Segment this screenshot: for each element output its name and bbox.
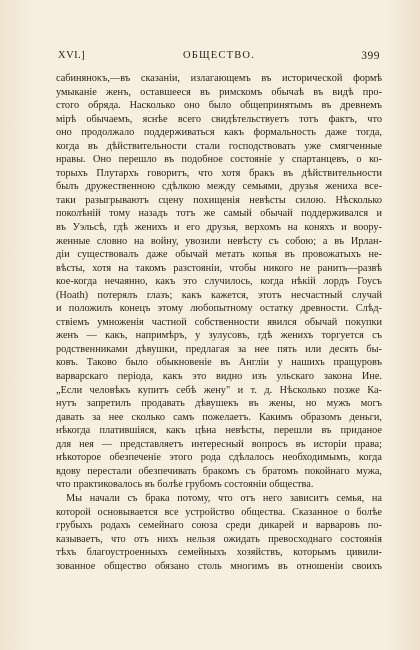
text-line: женъ — какъ, напримѣръ, у зулусовъ, гдѣ женихъ торгуется съ [56,330,382,342]
text-line: казываетъ, что отъ нихъ нельзя ожидать превосходнаго состоянія [56,533,382,545]
text-line: торыхъ Плутархъ говоритъ, что хотя бракъ въ дѣйствительности [56,167,382,179]
text-line: родственниками дѣвушки, предлагая за нее пять или десять бы- [56,343,382,355]
text-line: которой основывается все устройство общества. Сказанное о болѣе [56,506,382,518]
text-line: оно продолжало поддерживаться какъ формальность даже тогда, [56,127,382,139]
text-line: варварскаго періода, какъ это видно изъ ульскаго закона Ине. [56,371,382,383]
text-line: грубыхъ родахъ семейнаго союза среди дикарей и варваровъ по- [56,520,382,532]
text-line: (Hoath) потерялъ глазъ; какъ кажется, этотъ несчастный случай [56,289,382,301]
text-line: тѣхъ благоустроенныхъ семейныхъ хозяйствъ, которымъ цивили- [56,547,382,559]
text-line: поколѣній тому назадъ тотъ же самый обычай поддерживался и [56,208,382,220]
text-line: въ Уэльсѣ, гдѣ женихъ и его друзья, верхомъ на коняхъ и воору- [56,222,382,234]
text-line: нѣкоторое обезпеченіе этого рода сдѣлалось необходимымъ, когда [56,452,382,464]
text-line: кое-когда нечаянно, какъ это случилось, когда нѣкій лордъ Гоусъ [56,276,382,288]
page-number: 399 [361,50,380,62]
text-line: былъ дружественною сдѣлкою между семьями, друзья жениха все- [56,181,382,193]
text-line: когда въ дѣйствительности стали господствовать уже смягченные [56,140,382,152]
running-title: ОБЩЕСТВО. [182,50,256,61]
body-text [56,72,382,573]
text-line: женные словно на войну, увозили невѣсту съ собою; а въ Ирлан- [56,235,382,247]
text-line: стого обряда. Насколько оно было общепринятымъ въ древнемъ [56,100,382,112]
text-line: нравы. Оно перешло въ подобное состояніе у спартанцевъ, о ко- [56,154,382,166]
text-line: вѣсты, хотя на такомъ разстояніи, чтобы никого не ранить—развѣ [56,262,382,274]
text-line: для нея — представляетъ интересный вопросъ въ исторіи права; [56,438,382,450]
text-line: умыканіе женъ, оставшееся въ римскомъ обычаѣ въ видѣ про- [56,86,382,98]
text-line: ствіемъ умноженія частной собственности явился обычай покупки [56,316,382,328]
text-line: зованное общество обязано столь многимъ въ отношеніи своихъ [56,560,382,572]
text-line: нѣкогда платившіяся, какъ цѣна невѣсты, перешли въ приданое [56,425,382,437]
text-line: ковъ. Таково было обыкновеніе въ Англіи у нашихъ пращуровъ [56,357,382,369]
text-line: и положилъ конецъ этому любопытному остатку древности. Слѣд- [56,303,382,315]
text-line: что практиковалось въ болѣе грубомъ состояніи общества. [56,479,314,491]
text-line: вдову перестали обезпечивать бракомъ съ братомъ покойнаго мужа, [56,465,382,477]
text-line: сабиняноκъ,—въ сказаніи, излагающемъ въ историческοй формѣ [56,73,382,84]
running-header [58,50,380,66]
text-line: „Если человѣкъ купитъ себѣ жену" и т. д. Нѣсколько позже Ка- [56,384,382,396]
text-line: таки разыгрываютъ сцену похищенія невѣсты силою. Нѣсколько [56,194,382,206]
text-line: мірѣ обычаемъ, яснѣе всего свидѣтельствуетъ тотъ фактъ, что [56,113,382,125]
text-line: діи существовалъ даже обычай метать копья въ провожатыхъ не- [56,249,382,261]
text-line: давать за нее сколько самъ пожелаетъ. Какимъ образомъ деньги, [56,411,382,423]
chapter-number: XVI.] [58,50,86,61]
text-line: нутъ запретилъ продавать дѣвушекъ въ жены, но мужъ могъ [56,398,382,410]
text-line: Мы начали съ брака потому, что отъ него зависитъ семья, на [66,492,382,504]
